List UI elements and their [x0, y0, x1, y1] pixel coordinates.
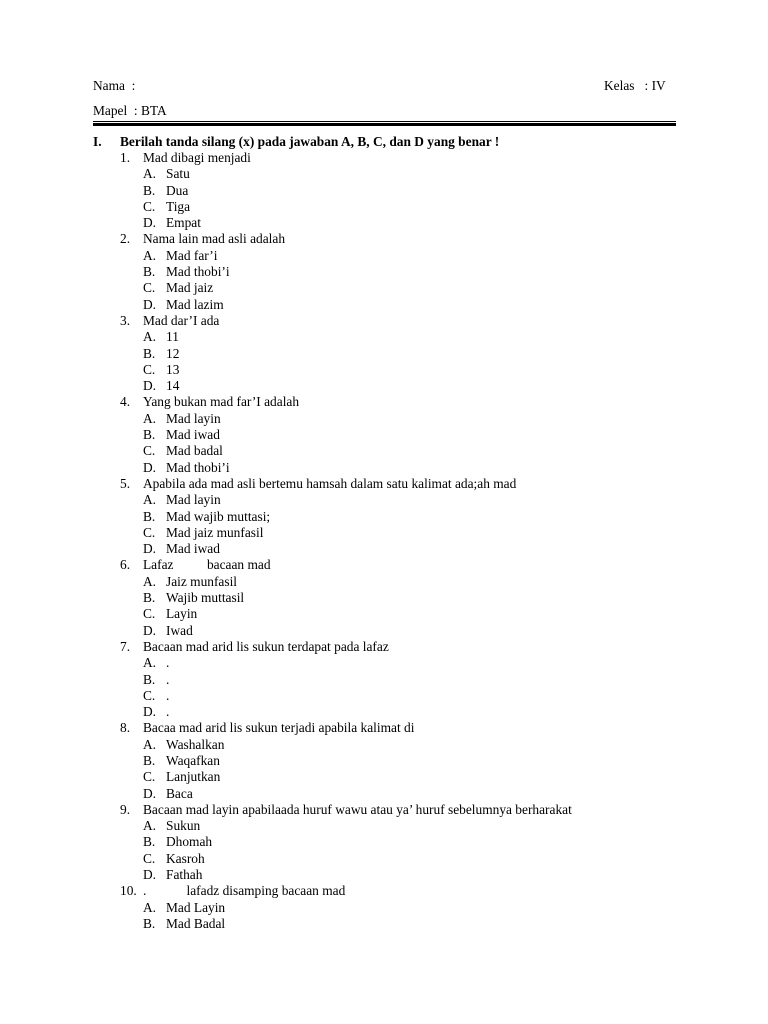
option-text: Mad iwad — [166, 541, 220, 557]
question-item — [120, 720, 680, 801]
header-row-subject — [93, 103, 675, 121]
answer-option[interactable] — [120, 525, 680, 541]
question-number: 3. — [120, 312, 131, 328]
option-letter: C. — [143, 361, 156, 377]
option-letter: D. — [143, 541, 157, 557]
answer-option[interactable] — [120, 329, 680, 345]
answer-option[interactable] — [120, 378, 680, 394]
answer-option[interactable] — [120, 606, 680, 622]
mapel-label: Mapel : BTA — [93, 103, 167, 118]
option-text: . — [166, 671, 170, 687]
question-line — [120, 476, 680, 492]
option-text: Mad far’i — [166, 247, 218, 263]
answer-option[interactable] — [120, 362, 680, 378]
option-text: Lanjutkan — [166, 769, 221, 785]
question-item — [120, 394, 680, 475]
section-instruction: Berilah tanda silang (x) pada jawaban A, B, C, dan D yang benar ! — [120, 134, 500, 149]
option-letter: D. — [143, 378, 157, 394]
question-text: Apabila ada mad asli bertemu hamsah dalam satu kalimat ada;ah mad — [143, 475, 517, 491]
question-text: Yang bukan mad far’I adalah — [143, 394, 300, 410]
answer-option[interactable] — [120, 183, 680, 199]
question-line — [120, 557, 680, 573]
option-letter: B. — [143, 915, 156, 931]
question-number: 10. — [120, 883, 137, 899]
option-letter: D. — [143, 867, 157, 883]
option-letter: A. — [143, 899, 157, 915]
option-text: 11 — [166, 329, 179, 345]
option-text: Iwad — [166, 622, 193, 638]
option-text: Jaiz munfasil — [166, 573, 238, 589]
option-text: Kasroh — [166, 850, 205, 866]
option-letter: A. — [143, 573, 157, 589]
kelas-label: Kelas : IV — [604, 78, 666, 93]
answer-option[interactable] — [120, 672, 680, 688]
answer-option[interactable] — [120, 215, 680, 231]
question-text: Bacaa mad arid lis sukun terjadi apabila kalimat di — [143, 720, 415, 736]
question-line — [120, 883, 680, 899]
question-line — [120, 802, 680, 818]
option-letter: B. — [143, 427, 156, 443]
option-letter: B. — [143, 182, 156, 198]
option-text: . — [166, 655, 170, 671]
answer-option[interactable] — [120, 769, 680, 785]
question-item — [120, 639, 680, 720]
option-letter: C. — [143, 606, 156, 622]
option-letter: B. — [143, 834, 156, 850]
question-item — [120, 802, 680, 883]
answer-option[interactable] — [120, 492, 680, 508]
option-letter: C. — [143, 769, 156, 785]
option-letter: D. — [143, 215, 157, 231]
answer-option[interactable] — [120, 166, 680, 182]
answer-option[interactable] — [120, 411, 680, 427]
question-line — [120, 150, 680, 166]
answer-option[interactable] — [120, 590, 680, 606]
option-letter: D. — [143, 785, 157, 801]
header-row-name-class — [93, 78, 675, 96]
option-text: Sukun — [166, 818, 201, 834]
question-number: 5. — [120, 475, 131, 491]
answer-option[interactable] — [120, 900, 680, 916]
question-line — [120, 313, 680, 329]
question-line — [120, 639, 680, 655]
option-letter: B. — [143, 508, 156, 524]
option-letter: B. — [143, 752, 156, 768]
header-divider-thin — [93, 121, 676, 122]
option-text: . — [166, 687, 170, 703]
answer-option[interactable] — [120, 851, 680, 867]
question-text: Nama lain mad asli adalah — [143, 231, 286, 247]
answer-option[interactable] — [120, 443, 680, 459]
question-number: 8. — [120, 720, 131, 736]
option-text: . — [166, 704, 170, 720]
question-number: 2. — [120, 231, 131, 247]
option-letter: C. — [143, 443, 156, 459]
question-number: 6. — [120, 557, 131, 573]
option-letter: C. — [143, 850, 156, 866]
answer-option[interactable] — [120, 541, 680, 557]
option-text: Dhomah — [166, 834, 213, 850]
option-text: Satu — [166, 166, 190, 182]
answer-option[interactable] — [120, 199, 680, 215]
option-text: Mad thobi’i — [166, 264, 230, 280]
option-letter: B. — [143, 671, 156, 687]
option-letter: A. — [143, 736, 157, 752]
option-letter: B. — [143, 345, 156, 361]
option-text: Mad wajib muttasi; — [166, 508, 271, 524]
option-letter: D. — [143, 704, 157, 720]
option-text: Mad badal — [166, 443, 223, 459]
answer-option[interactable] — [120, 867, 680, 883]
question-item — [120, 883, 680, 932]
option-letter: A. — [143, 492, 157, 508]
question-item — [120, 476, 680, 557]
question-text: Mad dibagi menjadi — [143, 150, 251, 165]
answer-option[interactable] — [120, 818, 680, 834]
option-letter: C. — [143, 687, 156, 703]
answer-option[interactable] — [120, 297, 680, 313]
option-text: Wajib muttasil — [166, 590, 245, 606]
option-letter: C. — [143, 280, 156, 296]
answer-option[interactable] — [120, 688, 680, 704]
question-number: 1. — [120, 150, 131, 165]
question-text: . lafadz disamping bacaan mad — [143, 883, 346, 899]
question-text: Mad dar’I ada — [143, 312, 220, 328]
question-text: Lafaz bacaan mad — [143, 557, 271, 573]
option-letter: A. — [143, 818, 157, 834]
option-letter: D. — [143, 459, 157, 475]
section-number: I. — [93, 134, 102, 149]
answer-option[interactable] — [120, 753, 680, 769]
option-letter: A. — [143, 247, 157, 263]
question-item — [120, 231, 680, 312]
option-text: Empat — [166, 215, 201, 231]
question-text: Bacaan mad layin apabilaada huruf wawu atau ya’ huruf sebelumnya berharakat — [143, 801, 572, 817]
answer-option[interactable] — [120, 346, 680, 362]
option-letter: B. — [143, 264, 156, 280]
answer-option[interactable] — [120, 704, 680, 720]
answer-option[interactable] — [120, 248, 680, 264]
option-letter: C. — [143, 524, 156, 540]
option-text: Mad Layin — [166, 899, 226, 915]
option-letter: D. — [143, 296, 157, 312]
option-text: Mad jaiz munfasil — [166, 524, 264, 540]
answer-option[interactable] — [120, 737, 680, 753]
question-number: 4. — [120, 394, 131, 410]
question-item — [120, 557, 680, 638]
option-text: Mad layin — [166, 410, 221, 426]
option-text: Mad lazim — [166, 296, 224, 312]
option-letter: A. — [143, 410, 157, 426]
nama-label: Nama : — [93, 78, 136, 93]
answer-option[interactable] — [120, 460, 680, 476]
question-line — [120, 231, 680, 247]
question-list — [120, 150, 680, 932]
question-line — [120, 720, 680, 736]
option-text: Mad iwad — [166, 427, 220, 443]
option-letter: A. — [143, 166, 157, 182]
answer-option[interactable] — [120, 834, 680, 850]
option-text: Washalkan — [166, 736, 225, 752]
question-number: 9. — [120, 801, 131, 817]
option-text: Mad Badal — [166, 915, 226, 931]
option-text: Dua — [166, 182, 189, 198]
option-text: 12 — [166, 345, 180, 361]
answer-option[interactable] — [120, 623, 680, 639]
answer-option[interactable] — [120, 280, 680, 296]
option-text: 14 — [166, 378, 180, 394]
option-letter: D. — [143, 622, 157, 638]
option-text: Fathah — [166, 867, 203, 883]
answer-option[interactable] — [120, 786, 680, 802]
question-item — [120, 313, 680, 394]
header-divider-thick — [93, 123, 676, 126]
option-text: Baca — [166, 785, 193, 801]
answer-option[interactable] — [120, 574, 680, 590]
answer-option[interactable] — [120, 427, 680, 443]
option-letter: B. — [143, 590, 156, 606]
option-text: 13 — [166, 361, 180, 377]
question-text: Bacaan mad arid lis sukun terdapat pada lafaz — [143, 638, 389, 654]
question-number: 7. — [120, 638, 131, 654]
option-letter: C. — [143, 198, 156, 214]
answer-option[interactable] — [120, 916, 680, 932]
answer-option[interactable] — [120, 264, 680, 280]
question-item — [120, 150, 680, 231]
option-text: Layin — [166, 606, 198, 622]
option-letter: A. — [143, 655, 157, 671]
option-text: Tiga — [166, 198, 191, 214]
answer-option[interactable] — [120, 509, 680, 525]
option-letter: A. — [143, 329, 157, 345]
option-text: Mad jaiz — [166, 280, 214, 296]
answer-option[interactable] — [120, 655, 680, 671]
option-text: Waqafkan — [166, 752, 220, 768]
option-text: Mad layin — [166, 492, 221, 508]
option-text: Mad thobi’i — [166, 459, 230, 475]
question-line — [120, 394, 680, 410]
